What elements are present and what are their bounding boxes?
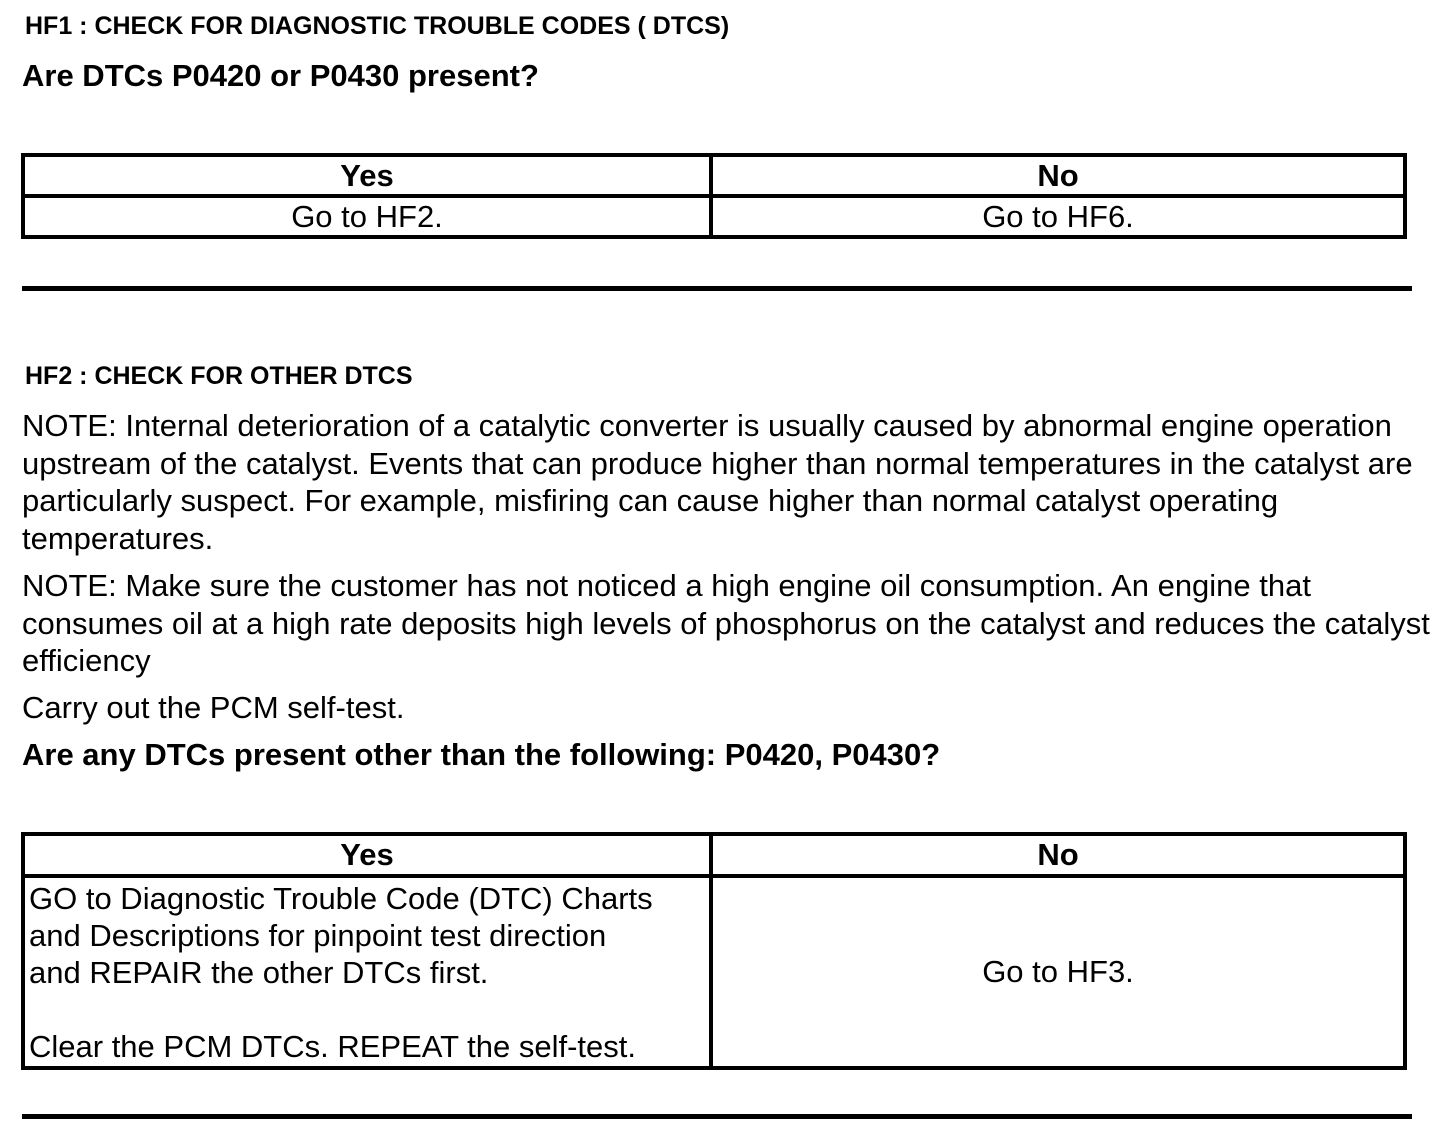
hf2-step-title: HF2 : CHECK FOR OTHER DTCS <box>25 362 413 390</box>
hf2-yes-action-line: and REPAIR the other DTCs first. <box>29 955 489 990</box>
hf1-step-title: HF1 : CHECK FOR DIAGNOSTIC TROUBLE CODES ( DTCS) <box>25 12 730 40</box>
hf1-table-header-row <box>23 155 1405 196</box>
hf2-yes-action <box>23 876 711 1068</box>
section-divider <box>22 286 1412 291</box>
hf2-yes-action-spacer <box>29 991 709 1028</box>
hf2-instruction: Carry out the PCM self-test. <box>22 690 405 725</box>
hf2-table-header-row <box>23 834 1405 876</box>
hf2-question: Are any DTCs present other than the following: P0420, P0430? <box>22 737 941 772</box>
section-divider <box>22 1114 1412 1119</box>
hf2-yes-action-line: and Descriptions for pinpoint test direction <box>29 918 607 953</box>
hf2-decision-table <box>21 832 1407 1070</box>
hf1-table-action-row <box>23 196 1405 237</box>
hf2-no-header: No <box>711 834 1405 876</box>
hf1-yes-action: Go to HF2. <box>23 196 711 237</box>
hf1-question: Are DTCs P0420 or P0430 present? <box>22 58 539 93</box>
hf1-yes-header: Yes <box>23 155 711 196</box>
hf2-yes-header: Yes <box>23 834 711 876</box>
hf2-table-action-row <box>23 876 1405 1068</box>
hf1-no-action: Go to HF6. <box>711 196 1405 237</box>
hf1-no-header: No <box>711 155 1405 196</box>
hf2-yes-action-line: GO to Diagnostic Trouble Code (DTC) Charts <box>29 881 653 916</box>
hf2-no-action: Go to HF3. <box>711 876 1405 1068</box>
hf2-note-catalyst-deterioration: NOTE: Internal deterioration of a catalytic converter is usually caused by abnormal engine operation upstream of the catalyst. Events that can produce higher than normal temperatures in the catalyst are particularly suspect. For example, misfiring can cause higher than normal catalyst operating temperatures. <box>22 408 1413 556</box>
hf2-note-oil-consumption: NOTE: Make sure the customer has not noticed a high engine oil consumption. An engine that consumes oil at a high rate deposits high levels of phosphorus on the catalyst and reduces the catalyst efficiency <box>22 568 1430 678</box>
hf1-decision-table <box>21 153 1407 239</box>
hf2-yes-action-line: Clear the PCM DTCs. REPEAT the self-test. <box>29 1029 636 1064</box>
